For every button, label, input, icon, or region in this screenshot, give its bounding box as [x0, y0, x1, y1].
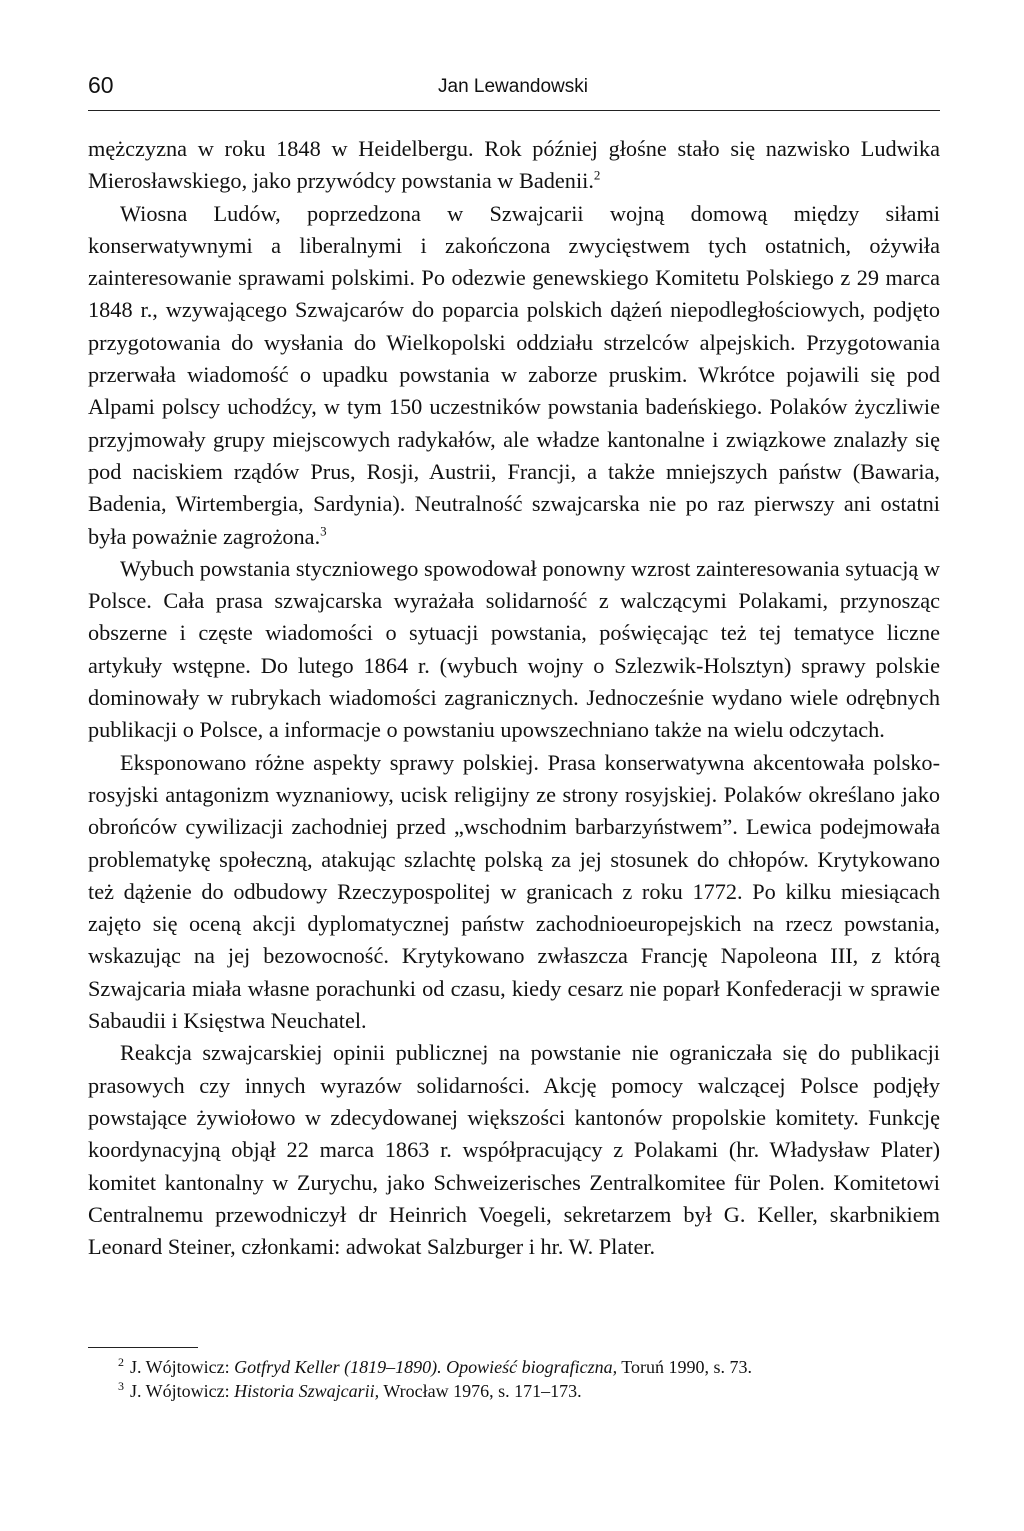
footnote-author: J. Wójtowicz:: [130, 1357, 235, 1377]
footnotes: [118, 1355, 940, 1403]
paragraph-2: [88, 198, 940, 553]
page-number: 60: [88, 72, 114, 98]
footnote-3: [118, 1379, 940, 1403]
paragraph-2-text: Wiosna Ludów, poprzedzona w Szwajcarii wojną domową między siłami konserwatywnymi a liberalnymi i zakończona zwycięstwem tych ostatnich, ożywiła zainteresowanie sprawami polskimi. Po odezwie genewskiego Komitetu Polskiego z 29 marca 1848 r., wzywającego Szwajcarów do poparcia polskich dążeń niepodległościowych, podjęto przygotowania do wysłania do Wielkopolski oddziału strzelców alpejskich. Przygotowania przerwała wiadomość o upadku powstania w zaborze pruskim. Wkrótce pojawili się pod Alpami polscy uchodźcy, w tym 150 uczestników powstania badeńskiego. Polaków życzliwie przyjmowały grupy miejscowych radykałów, ale władze kantonalne i związkowe znalazły się pod naciskiem rządów Prus, Rosji, Austrii, Francji, a także mniejszych państw (Bawaria, Badenia, Wirtembergia, Sardynia). Neutralność szwajcarska nie po raz pierwszy ani ostatni była poważnie zagrożona.: [88, 200, 940, 549]
footnote-mark: 2: [118, 1355, 124, 1369]
footnote-title: Gotfryd Keller (1819–1890). Opowieść biograficzna,: [234, 1357, 618, 1377]
footnote-title: Historia Szwajcarii,: [234, 1381, 380, 1401]
footnote-author: J. Wójtowicz:: [130, 1381, 235, 1401]
paragraph-1-text: mężczyzna w roku 1848 w Heidelbergu. Rok później głośne stało się nazwisko Ludwika Mierosławskiego, jako przywódcy powstania w Badenii.: [88, 136, 940, 194]
running-title: Jan Lewandowski: [438, 76, 588, 97]
footnote-source: Toruń 1990, s. 73.: [617, 1357, 753, 1377]
footnote-source: Wrocław 1976, s. 171–173.: [379, 1381, 582, 1401]
footnote-divider: [88, 1347, 198, 1348]
paragraph-3: Wybuch powstania styczniowego spowodował ponowny wzrost zainteresowania sytuacją w Polsce. Cała prasa szwajcarska wyrażała solidarność z walczącymi Polakami, przynosząc obszerne i częste wiadomości o sytuacji powstania, poświęcając też tej tematyce liczne artykuły wstępne. Do lutego 1864 r. (wybuch wojny o Szlezwik-Holsztyn) sprawy polskie dominowały w rubrykach wiadomości zagranicznych. Jednocześnie wydano wiele odrębnych publikacji o Polsce, a informacje o powstaniu upowszechniano także na wielu odczytach.: [88, 555, 940, 743]
paragraph-4: Eksponowano różne aspekty sprawy polskiej. Prasa konserwatywna akcentowała polsko-rosyjski antagonizm wyznaniowy, ucisk religijny ze strony rosyjskiej. Polaków określano jako obrońców cywilizacji zachodniej przed „wschodnim barbarzyństwem”. Lewica podejmowała problematykę społeczną, atakując szlachtę polską za jej stosunek do chłopów. Krytykowano też dążenie do odbudowy Rzeczypospolitej w granicach z roku 1772. Po kilku miesiącach zajęto się oceną akcji dyplomatycznej państw zachodnioeuropejskich na rzecz powstania, wskazując na jej bezowocność. Krytykowano zwłaszcza Francję Napoleona III, z którą Szwajcaria miała własne porachunki od czasu, kiedy cesarz nie poparł Konfederacji w sprawie Sabaudii i Księstwa Neuchatel.: [88, 749, 940, 1034]
paragraph-5: Reakcja szwajcarskiej opinii publicznej na powstanie nie ograniczała się do publikacji prasowych czy innych wyrazów solidarności. Akcję pomocy walczącej Polsce podjęły powstające żywiołowo w zdecydowanej większości kantonów propolskie komitety. Funkcję koordynacyjną objął 22 marca 1863 r. współpracujący z Polakami (hr. Władysław Plater) komitet kantonalny w Zurychu, jako Schweizerisches Zentralkomitee für Polen. Komitetowi Centralnemu przewodniczył dr Heinrich Voegeli, sekretarzem był G. Keller, skarbnikiem Leonard Steiner, członkami: adwokat Salzburger i hr. W. Plater.: [88, 1040, 940, 1260]
body-text: [88, 133, 940, 1263]
page-header: [88, 70, 940, 111]
footnote-ref-3[interactable]: 3: [320, 523, 327, 539]
paragraph-1: [88, 133, 940, 198]
footnote-2: [118, 1355, 940, 1379]
footnote-ref-2[interactable]: 2: [593, 167, 601, 183]
footnote-mark: 3: [118, 1379, 124, 1393]
